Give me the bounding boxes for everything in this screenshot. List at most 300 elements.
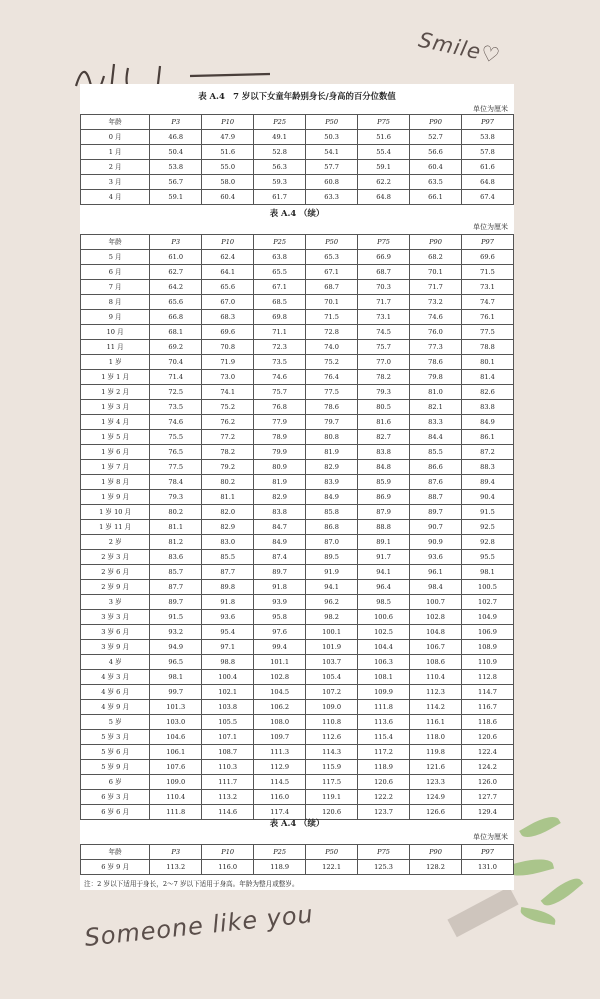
column-header: P90 <box>410 235 462 250</box>
value-cell: 62.2 <box>358 175 410 190</box>
value-cell: 68.7 <box>358 265 410 280</box>
value-cell: 112.8 <box>461 670 513 685</box>
value-cell: 79.3 <box>150 490 202 505</box>
value-cell: 85.5 <box>410 445 462 460</box>
value-cell: 86.1 <box>461 430 513 445</box>
table-row <box>81 745 514 760</box>
value-cell: 89.4 <box>461 475 513 490</box>
value-cell: 84.4 <box>410 430 462 445</box>
value-cell: 100.5 <box>461 580 513 595</box>
age-cell: 3 岁 <box>81 595 150 610</box>
value-cell: 77.0 <box>358 355 410 370</box>
value-cell: 123.7 <box>358 805 410 820</box>
value-cell: 117.5 <box>306 775 358 790</box>
value-cell: 125.3 <box>358 860 410 875</box>
value-cell: 91.5 <box>150 610 202 625</box>
value-cell: 74.5 <box>358 325 410 340</box>
age-cell: 5 月 <box>81 250 150 265</box>
value-cell: 79.2 <box>202 460 254 475</box>
table1-title: 表 A.4 7 岁以下女童年龄别身长/身高的百分位数值 <box>198 91 396 101</box>
value-cell: 98.8 <box>202 655 254 670</box>
value-cell: 69.2 <box>150 340 202 355</box>
age-cell: 4 岁 9 月 <box>81 700 150 715</box>
value-cell: 113.6 <box>358 715 410 730</box>
value-cell: 70.1 <box>306 295 358 310</box>
column-header: P97 <box>461 115 513 130</box>
value-cell: 102.7 <box>461 595 513 610</box>
value-cell: 126.6 <box>410 805 462 820</box>
value-cell: 82.7 <box>358 430 410 445</box>
value-cell: 98.4 <box>410 580 462 595</box>
table-row <box>81 550 514 565</box>
table-row <box>81 715 514 730</box>
someone-like-you-handwriting: Someone like you <box>83 900 315 952</box>
value-cell: 84.9 <box>461 415 513 430</box>
value-cell: 100.4 <box>202 670 254 685</box>
table-row <box>81 610 514 625</box>
value-cell: 118.6 <box>461 715 513 730</box>
value-cell: 71.5 <box>306 310 358 325</box>
table-row <box>81 685 514 700</box>
value-cell: 81.0 <box>410 385 462 400</box>
value-cell: 87.4 <box>254 550 306 565</box>
value-cell: 81.4 <box>461 370 513 385</box>
age-cell: 1 岁 7 月 <box>81 460 150 475</box>
value-cell: 102.8 <box>254 670 306 685</box>
value-cell: 96.2 <box>306 595 358 610</box>
value-cell: 83.0 <box>202 535 254 550</box>
age-cell: 3 岁 6 月 <box>81 625 150 640</box>
table2-unit: 单位为厘米 <box>473 223 508 231</box>
value-cell: 82.1 <box>410 400 462 415</box>
table1 <box>80 114 514 205</box>
value-cell: 82.9 <box>306 460 358 475</box>
value-cell: 111.3 <box>254 745 306 760</box>
value-cell: 77.3 <box>410 340 462 355</box>
value-cell: 85.8 <box>306 505 358 520</box>
value-cell: 115.4 <box>358 730 410 745</box>
value-cell: 118.0 <box>410 730 462 745</box>
table-row <box>81 640 514 655</box>
age-cell: 0 月 <box>81 130 150 145</box>
table-row <box>81 280 514 295</box>
age-cell: 1 岁 8 月 <box>81 475 150 490</box>
value-cell: 63.8 <box>254 250 306 265</box>
value-cell: 89.7 <box>254 565 306 580</box>
value-cell: 80.2 <box>150 505 202 520</box>
value-cell: 84.9 <box>306 490 358 505</box>
age-cell: 1 岁 <box>81 355 150 370</box>
value-cell: 79.8 <box>410 370 462 385</box>
age-cell: 1 岁 5 月 <box>81 430 150 445</box>
table-row <box>81 475 514 490</box>
value-cell: 67.1 <box>306 265 358 280</box>
value-cell: 83.9 <box>306 475 358 490</box>
header-row <box>81 235 514 250</box>
leaf-decoration <box>541 872 584 911</box>
table-row <box>81 340 514 355</box>
value-cell: 117.2 <box>358 745 410 760</box>
value-cell: 69.8 <box>254 310 306 325</box>
value-cell: 52.8 <box>254 145 306 160</box>
value-cell: 55.4 <box>358 145 410 160</box>
age-cell: 7 月 <box>81 280 150 295</box>
value-cell: 96.4 <box>358 580 410 595</box>
value-cell: 73.1 <box>358 310 410 325</box>
table2-title: 表 A.4 （续） <box>269 208 325 218</box>
value-cell: 60.4 <box>202 190 254 205</box>
value-cell: 108.6 <box>410 655 462 670</box>
age-cell: 1 岁 10 月 <box>81 505 150 520</box>
column-header: P3 <box>150 235 202 250</box>
value-cell: 68.1 <box>150 325 202 340</box>
value-cell: 80.5 <box>358 400 410 415</box>
value-cell: 128.2 <box>410 860 462 875</box>
value-cell: 87.2 <box>461 445 513 460</box>
value-cell: 64.8 <box>461 175 513 190</box>
value-cell: 82.0 <box>202 505 254 520</box>
table-row <box>81 445 514 460</box>
value-cell: 87.7 <box>150 580 202 595</box>
value-cell: 122.4 <box>461 745 513 760</box>
table-row <box>81 175 514 190</box>
value-cell: 105.5 <box>202 715 254 730</box>
value-cell: 60.4 <box>410 160 462 175</box>
value-cell: 68.7 <box>306 280 358 295</box>
value-cell: 56.6 <box>410 145 462 160</box>
column-header: P97 <box>461 235 513 250</box>
value-cell: 85.5 <box>202 550 254 565</box>
value-cell: 98.1 <box>461 565 513 580</box>
value-cell: 94.1 <box>306 580 358 595</box>
value-cell: 118.9 <box>358 760 410 775</box>
value-cell: 114.6 <box>202 805 254 820</box>
table-row <box>81 250 514 265</box>
value-cell: 71.4 <box>150 370 202 385</box>
value-cell: 119.8 <box>410 745 462 760</box>
age-cell: 1 岁 9 月 <box>81 490 150 505</box>
age-cell: 4 月 <box>81 190 150 205</box>
value-cell: 106.1 <box>150 745 202 760</box>
value-cell: 89.7 <box>150 595 202 610</box>
table-row <box>81 520 514 535</box>
table1-unit: 单位为厘米 <box>473 105 508 113</box>
value-cell: 116.7 <box>461 700 513 715</box>
value-cell: 65.5 <box>254 265 306 280</box>
value-cell: 111.8 <box>358 700 410 715</box>
value-cell: 127.7 <box>461 790 513 805</box>
value-cell: 51.6 <box>202 145 254 160</box>
value-cell: 100.1 <box>306 625 358 640</box>
value-cell: 86.8 <box>306 520 358 535</box>
table-row <box>81 535 514 550</box>
table3-title: 表 A.4 （续） <box>269 818 325 828</box>
value-cell: 83.8 <box>358 445 410 460</box>
value-cell: 89.8 <box>202 580 254 595</box>
value-cell: 80.9 <box>254 460 306 475</box>
value-cell: 95.8 <box>254 610 306 625</box>
table-row <box>81 370 514 385</box>
value-cell: 72.3 <box>254 340 306 355</box>
value-cell: 64.2 <box>150 280 202 295</box>
column-header: P10 <box>202 235 254 250</box>
value-cell: 84.7 <box>254 520 306 535</box>
value-cell: 54.1 <box>306 145 358 160</box>
value-cell: 104.8 <box>410 625 462 640</box>
value-cell: 51.6 <box>358 130 410 145</box>
value-cell: 104.9 <box>461 610 513 625</box>
value-cell: 53.8 <box>150 160 202 175</box>
value-cell: 70.8 <box>202 340 254 355</box>
value-cell: 96.1 <box>410 565 462 580</box>
value-cell: 107.6 <box>150 760 202 775</box>
value-cell: 117.4 <box>254 805 306 820</box>
header-row <box>81 845 514 860</box>
value-cell: 110.3 <box>202 760 254 775</box>
value-cell: 93.9 <box>254 595 306 610</box>
value-cell: 62.7 <box>150 265 202 280</box>
value-cell: 102.5 <box>358 625 410 640</box>
value-cell: 70.1 <box>410 265 462 280</box>
header-row <box>81 115 514 130</box>
value-cell: 109.0 <box>306 700 358 715</box>
age-cell: 2 岁 <box>81 535 150 550</box>
value-cell: 86.6 <box>410 460 462 475</box>
value-cell: 110.9 <box>461 655 513 670</box>
age-cell: 3 岁 9 月 <box>81 640 150 655</box>
value-cell: 88.8 <box>358 520 410 535</box>
value-cell: 121.6 <box>410 760 462 775</box>
value-cell: 72.5 <box>150 385 202 400</box>
value-cell: 81.1 <box>202 490 254 505</box>
value-cell: 110.4 <box>150 790 202 805</box>
value-cell: 74.1 <box>202 385 254 400</box>
value-cell: 123.3 <box>410 775 462 790</box>
value-cell: 77.2 <box>202 430 254 445</box>
table-row <box>81 670 514 685</box>
value-cell: 74.6 <box>254 370 306 385</box>
table-row <box>81 580 514 595</box>
age-cell: 3 岁 3 月 <box>81 610 150 625</box>
column-header: P75 <box>358 235 410 250</box>
value-cell: 52.7 <box>410 130 462 145</box>
column-header: P75 <box>358 115 410 130</box>
value-cell: 100.6 <box>358 610 410 625</box>
age-cell: 4 岁 3 月 <box>81 670 150 685</box>
value-cell: 77.5 <box>150 460 202 475</box>
value-cell: 104.6 <box>150 730 202 745</box>
table-row <box>81 655 514 670</box>
value-cell: 74.6 <box>150 415 202 430</box>
value-cell: 101.9 <box>306 640 358 655</box>
value-cell: 79.3 <box>358 385 410 400</box>
value-cell: 108.7 <box>202 745 254 760</box>
age-cell: 5 岁 3 月 <box>81 730 150 745</box>
value-cell: 81.1 <box>150 520 202 535</box>
value-cell: 99.4 <box>254 640 306 655</box>
value-cell: 90.9 <box>410 535 462 550</box>
value-cell: 119.1 <box>306 790 358 805</box>
decor-tape <box>447 887 518 938</box>
value-cell: 108.9 <box>461 640 513 655</box>
table-row <box>81 400 514 415</box>
value-cell: 87.6 <box>410 475 462 490</box>
value-cell: 83.3 <box>410 415 462 430</box>
value-cell: 76.1 <box>461 310 513 325</box>
value-cell: 71.1 <box>254 325 306 340</box>
age-cell: 8 月 <box>81 295 150 310</box>
value-cell: 87.9 <box>358 505 410 520</box>
age-cell: 1 岁 2 月 <box>81 385 150 400</box>
table2 <box>80 234 514 820</box>
table-row <box>81 490 514 505</box>
value-cell: 81.6 <box>358 415 410 430</box>
value-cell: 71.9 <box>202 355 254 370</box>
value-cell: 60.8 <box>306 175 358 190</box>
table-row <box>81 310 514 325</box>
value-cell: 61.7 <box>254 190 306 205</box>
value-cell: 50.4 <box>150 145 202 160</box>
value-cell: 50.3 <box>306 130 358 145</box>
age-cell: 1 岁 11 月 <box>81 520 150 535</box>
value-cell: 106.3 <box>358 655 410 670</box>
value-cell: 102.1 <box>202 685 254 700</box>
value-cell: 67.4 <box>461 190 513 205</box>
value-cell: 102.8 <box>410 610 462 625</box>
value-cell: 76.4 <box>306 370 358 385</box>
value-cell: 82.9 <box>254 490 306 505</box>
value-cell: 64.1 <box>202 265 254 280</box>
value-cell: 65.6 <box>202 280 254 295</box>
value-cell: 108.0 <box>254 715 306 730</box>
table-row <box>81 430 514 445</box>
value-cell: 68.2 <box>410 250 462 265</box>
value-cell: 122.1 <box>306 860 358 875</box>
table-row <box>81 505 514 520</box>
value-cell: 67.0 <box>202 295 254 310</box>
value-cell: 96.5 <box>150 655 202 670</box>
value-cell: 107.2 <box>306 685 358 700</box>
value-cell: 92.5 <box>461 520 513 535</box>
leaf-decoration <box>519 907 557 925</box>
footnote: 注：2 岁以下适用于身长，2～7 岁以下适用于身高。年龄为整月或整岁。 <box>84 880 299 888</box>
value-cell: 114.3 <box>306 745 358 760</box>
value-cell: 82.9 <box>202 520 254 535</box>
value-cell: 112.9 <box>254 760 306 775</box>
column-header: P97 <box>461 845 513 860</box>
table-row <box>81 355 514 370</box>
value-cell: 70.4 <box>150 355 202 370</box>
value-cell: 97.6 <box>254 625 306 640</box>
value-cell: 98.1 <box>150 670 202 685</box>
value-cell: 84.9 <box>254 535 306 550</box>
value-cell: 74.0 <box>306 340 358 355</box>
table-row <box>81 190 514 205</box>
value-cell: 122.2 <box>358 790 410 805</box>
value-cell: 73.5 <box>150 400 202 415</box>
value-cell: 67.1 <box>254 280 306 295</box>
value-cell: 65.3 <box>306 250 358 265</box>
value-cell: 78.6 <box>306 400 358 415</box>
value-cell: 79.9 <box>254 445 306 460</box>
value-cell: 114.5 <box>254 775 306 790</box>
value-cell: 101.3 <box>150 700 202 715</box>
value-cell: 95.4 <box>202 625 254 640</box>
value-cell: 49.1 <box>254 130 306 145</box>
value-cell: 116.0 <box>202 860 254 875</box>
value-cell: 78.4 <box>150 475 202 490</box>
value-cell: 79.7 <box>306 415 358 430</box>
value-cell: 98.2 <box>306 610 358 625</box>
value-cell: 113.2 <box>150 860 202 875</box>
age-cell: 10 月 <box>81 325 150 340</box>
column-header: P90 <box>410 115 462 130</box>
table-row <box>81 460 514 475</box>
value-cell: 59.1 <box>150 190 202 205</box>
table-row <box>81 860 514 875</box>
age-cell: 1 岁 6 月 <box>81 445 150 460</box>
value-cell: 98.5 <box>358 595 410 610</box>
value-cell: 114.2 <box>410 700 462 715</box>
value-cell: 78.6 <box>410 355 462 370</box>
age-cell: 4 岁 6 月 <box>81 685 150 700</box>
value-cell: 89.1 <box>358 535 410 550</box>
value-cell: 114.7 <box>461 685 513 700</box>
value-cell: 88.7 <box>410 490 462 505</box>
value-cell: 87.0 <box>306 535 358 550</box>
column-header: P50 <box>306 115 358 130</box>
value-cell: 75.2 <box>306 355 358 370</box>
table-row <box>81 790 514 805</box>
value-cell: 64.8 <box>358 190 410 205</box>
value-cell: 72.8 <box>306 325 358 340</box>
value-cell: 83.8 <box>254 505 306 520</box>
value-cell: 73.2 <box>410 295 462 310</box>
value-cell: 77.5 <box>461 325 513 340</box>
value-cell: 112.6 <box>306 730 358 745</box>
value-cell: 74.7 <box>461 295 513 310</box>
age-cell: 6 月 <box>81 265 150 280</box>
value-cell: 99.7 <box>150 685 202 700</box>
leaf-decoration <box>519 811 561 843</box>
value-cell: 120.6 <box>306 805 358 820</box>
column-header: P10 <box>202 845 254 860</box>
value-cell: 100.7 <box>410 595 462 610</box>
age-cell: 6 岁 <box>81 775 150 790</box>
value-cell: 103.0 <box>150 715 202 730</box>
column-header: P25 <box>254 845 306 860</box>
value-cell: 112.3 <box>410 685 462 700</box>
value-cell: 85.7 <box>150 565 202 580</box>
age-cell: 3 月 <box>81 175 150 190</box>
value-cell: 94.9 <box>150 640 202 655</box>
value-cell: 78.9 <box>254 430 306 445</box>
value-cell: 115.9 <box>306 760 358 775</box>
value-cell: 81.9 <box>254 475 306 490</box>
age-cell: 5 岁 9 月 <box>81 760 150 775</box>
table-row <box>81 760 514 775</box>
value-cell: 53.8 <box>461 130 513 145</box>
age-cell: 5 岁 6 月 <box>81 745 150 760</box>
value-cell: 120.6 <box>461 730 513 745</box>
column-header: 年龄 <box>81 115 150 130</box>
column-header: P10 <box>202 115 254 130</box>
value-cell: 111.8 <box>150 805 202 820</box>
value-cell: 61.0 <box>150 250 202 265</box>
value-cell: 75.5 <box>150 430 202 445</box>
value-cell: 113.2 <box>202 790 254 805</box>
value-cell: 47.9 <box>202 130 254 145</box>
